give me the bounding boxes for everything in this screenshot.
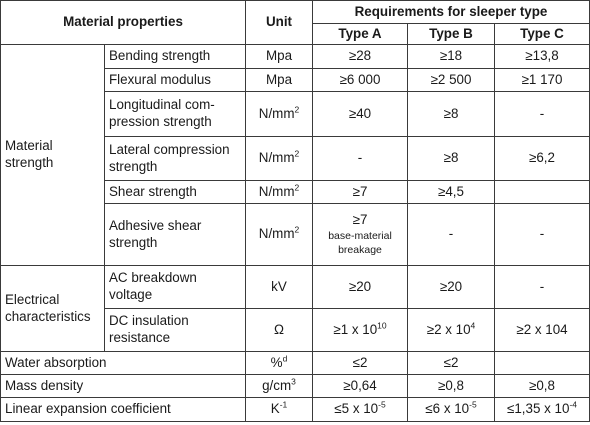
type-c-value: [495, 352, 590, 375]
property-label: Water absorption: [1, 352, 246, 375]
type-b-value: [408, 398, 495, 422]
value-base: ≤5 x 10: [334, 401, 379, 417]
type-a-value: ≥28: [313, 45, 408, 69]
unit-cell: [246, 92, 313, 137]
property-label: Lateral compression strength: [105, 137, 246, 181]
table-row: [1, 352, 590, 375]
value-exponent: 10: [377, 320, 387, 331]
type-b-value: -: [408, 204, 495, 266]
value-exponent: 4: [470, 320, 476, 331]
type-c-value: ≥6,2: [495, 137, 590, 181]
value-exponent: -4: [569, 399, 577, 410]
unit-base: N/mm: [258, 150, 295, 166]
type-a-value: ≥7: [313, 181, 408, 204]
type-b-value: ≥20: [408, 266, 495, 309]
unit-cell: [246, 352, 313, 375]
unit-exponent: 2: [294, 182, 300, 193]
unit-base: N/mm: [258, 183, 295, 199]
type-b-value: ≥4,5: [408, 181, 495, 204]
type-b-value: ≤2: [408, 352, 495, 375]
type-a-value: [313, 309, 408, 352]
value-exponent: -5: [469, 399, 477, 410]
value-exponent: -5: [378, 399, 386, 410]
type-b-value: ≥0,8: [408, 375, 495, 398]
type-b-header: Type B: [408, 24, 495, 45]
unit-exponent: d: [282, 353, 288, 364]
property-label: Flexural modulus: [105, 69, 246, 92]
unit-exponent: 3: [291, 376, 296, 387]
unit-base: N/mm: [258, 226, 295, 242]
unit-base: N/mm: [258, 105, 295, 121]
unit-cell: kV: [246, 266, 313, 309]
value-base: ≤1,35 x 10: [506, 401, 570, 417]
type-a-value: ≥0,64: [313, 375, 408, 398]
type-c-value: ≥13,8: [495, 45, 590, 69]
type-c-value: -: [495, 92, 590, 137]
type-a-value: [313, 398, 408, 422]
property-label: Longitudinal com-pression strength: [105, 92, 246, 137]
type-c-header: Type C: [495, 24, 590, 45]
type-c-value: -: [495, 204, 590, 266]
table-row: [1, 45, 590, 69]
type-a-value: ≥40: [313, 92, 408, 137]
unit-cell: [246, 375, 313, 398]
type-c-value: [495, 398, 590, 422]
property-label: AC breakdown voltage: [105, 266, 246, 309]
type-c-value: ≥2 x 104: [495, 309, 590, 352]
type-a-note: base-material breakage: [328, 229, 392, 256]
type-a-value: ≤2: [313, 352, 408, 375]
requirements-header: Requirements for sleeper type: [313, 1, 590, 24]
unit-exponent: 2: [294, 148, 300, 159]
type-a-value: [313, 204, 408, 266]
unit-header: Unit: [246, 1, 313, 45]
type-c-value: -: [495, 266, 590, 309]
table-row: [1, 266, 590, 309]
property-label: Shear strength: [105, 181, 246, 204]
type-a-value: ≥6 000: [313, 69, 408, 92]
unit-exponent: -1: [279, 399, 288, 410]
header-row-1: [1, 1, 590, 24]
type-a-value: -: [313, 137, 408, 181]
group-material-strength: Material strength: [1, 45, 105, 266]
unit-base: K: [270, 401, 280, 417]
table-row: [1, 398, 590, 422]
unit-cell: [246, 398, 313, 422]
type-c-value: [495, 181, 590, 204]
group-electrical: Electrical characteristics: [1, 266, 105, 352]
unit-cell: Mpa: [246, 45, 313, 69]
property-label: Adhesive shear strength: [105, 204, 246, 266]
unit-cell: [246, 137, 313, 181]
unit-base: %: [270, 354, 283, 370]
unit-cell: Mpa: [246, 69, 313, 92]
unit-cell: [246, 204, 313, 266]
property-label: Bending strength: [105, 45, 246, 69]
unit-cell: Ω: [246, 309, 313, 352]
type-b-value: ≥8: [408, 137, 495, 181]
unit-exponent: 2: [294, 104, 300, 115]
property-label: Linear expansion coefficient: [1, 398, 246, 422]
type-a-value: ≥20: [313, 266, 408, 309]
table-row: [1, 375, 590, 398]
value-base: ≥1 x 10: [333, 321, 378, 337]
property-label: Mass density: [1, 375, 246, 398]
type-b-value: [408, 309, 495, 352]
type-b-value: ≥18: [408, 45, 495, 69]
type-c-value: ≥0,8: [495, 375, 590, 398]
type-b-value: ≥2 500: [408, 69, 495, 92]
type-a-header: Type A: [313, 24, 408, 45]
unit-exponent: 2: [294, 224, 300, 235]
type-a-main-value: ≥7: [352, 211, 368, 227]
type-c-value: ≥1 170: [495, 69, 590, 92]
unit-base: g/cm: [262, 377, 292, 393]
property-label: DC insulation resistance: [105, 309, 246, 352]
unit-cell: [246, 181, 313, 204]
value-base: ≥2 x 10: [426, 321, 471, 337]
value-base: ≤6 x 10: [425, 401, 470, 417]
type-b-value: ≥8: [408, 92, 495, 137]
material-properties-header: Material properties: [1, 1, 246, 45]
